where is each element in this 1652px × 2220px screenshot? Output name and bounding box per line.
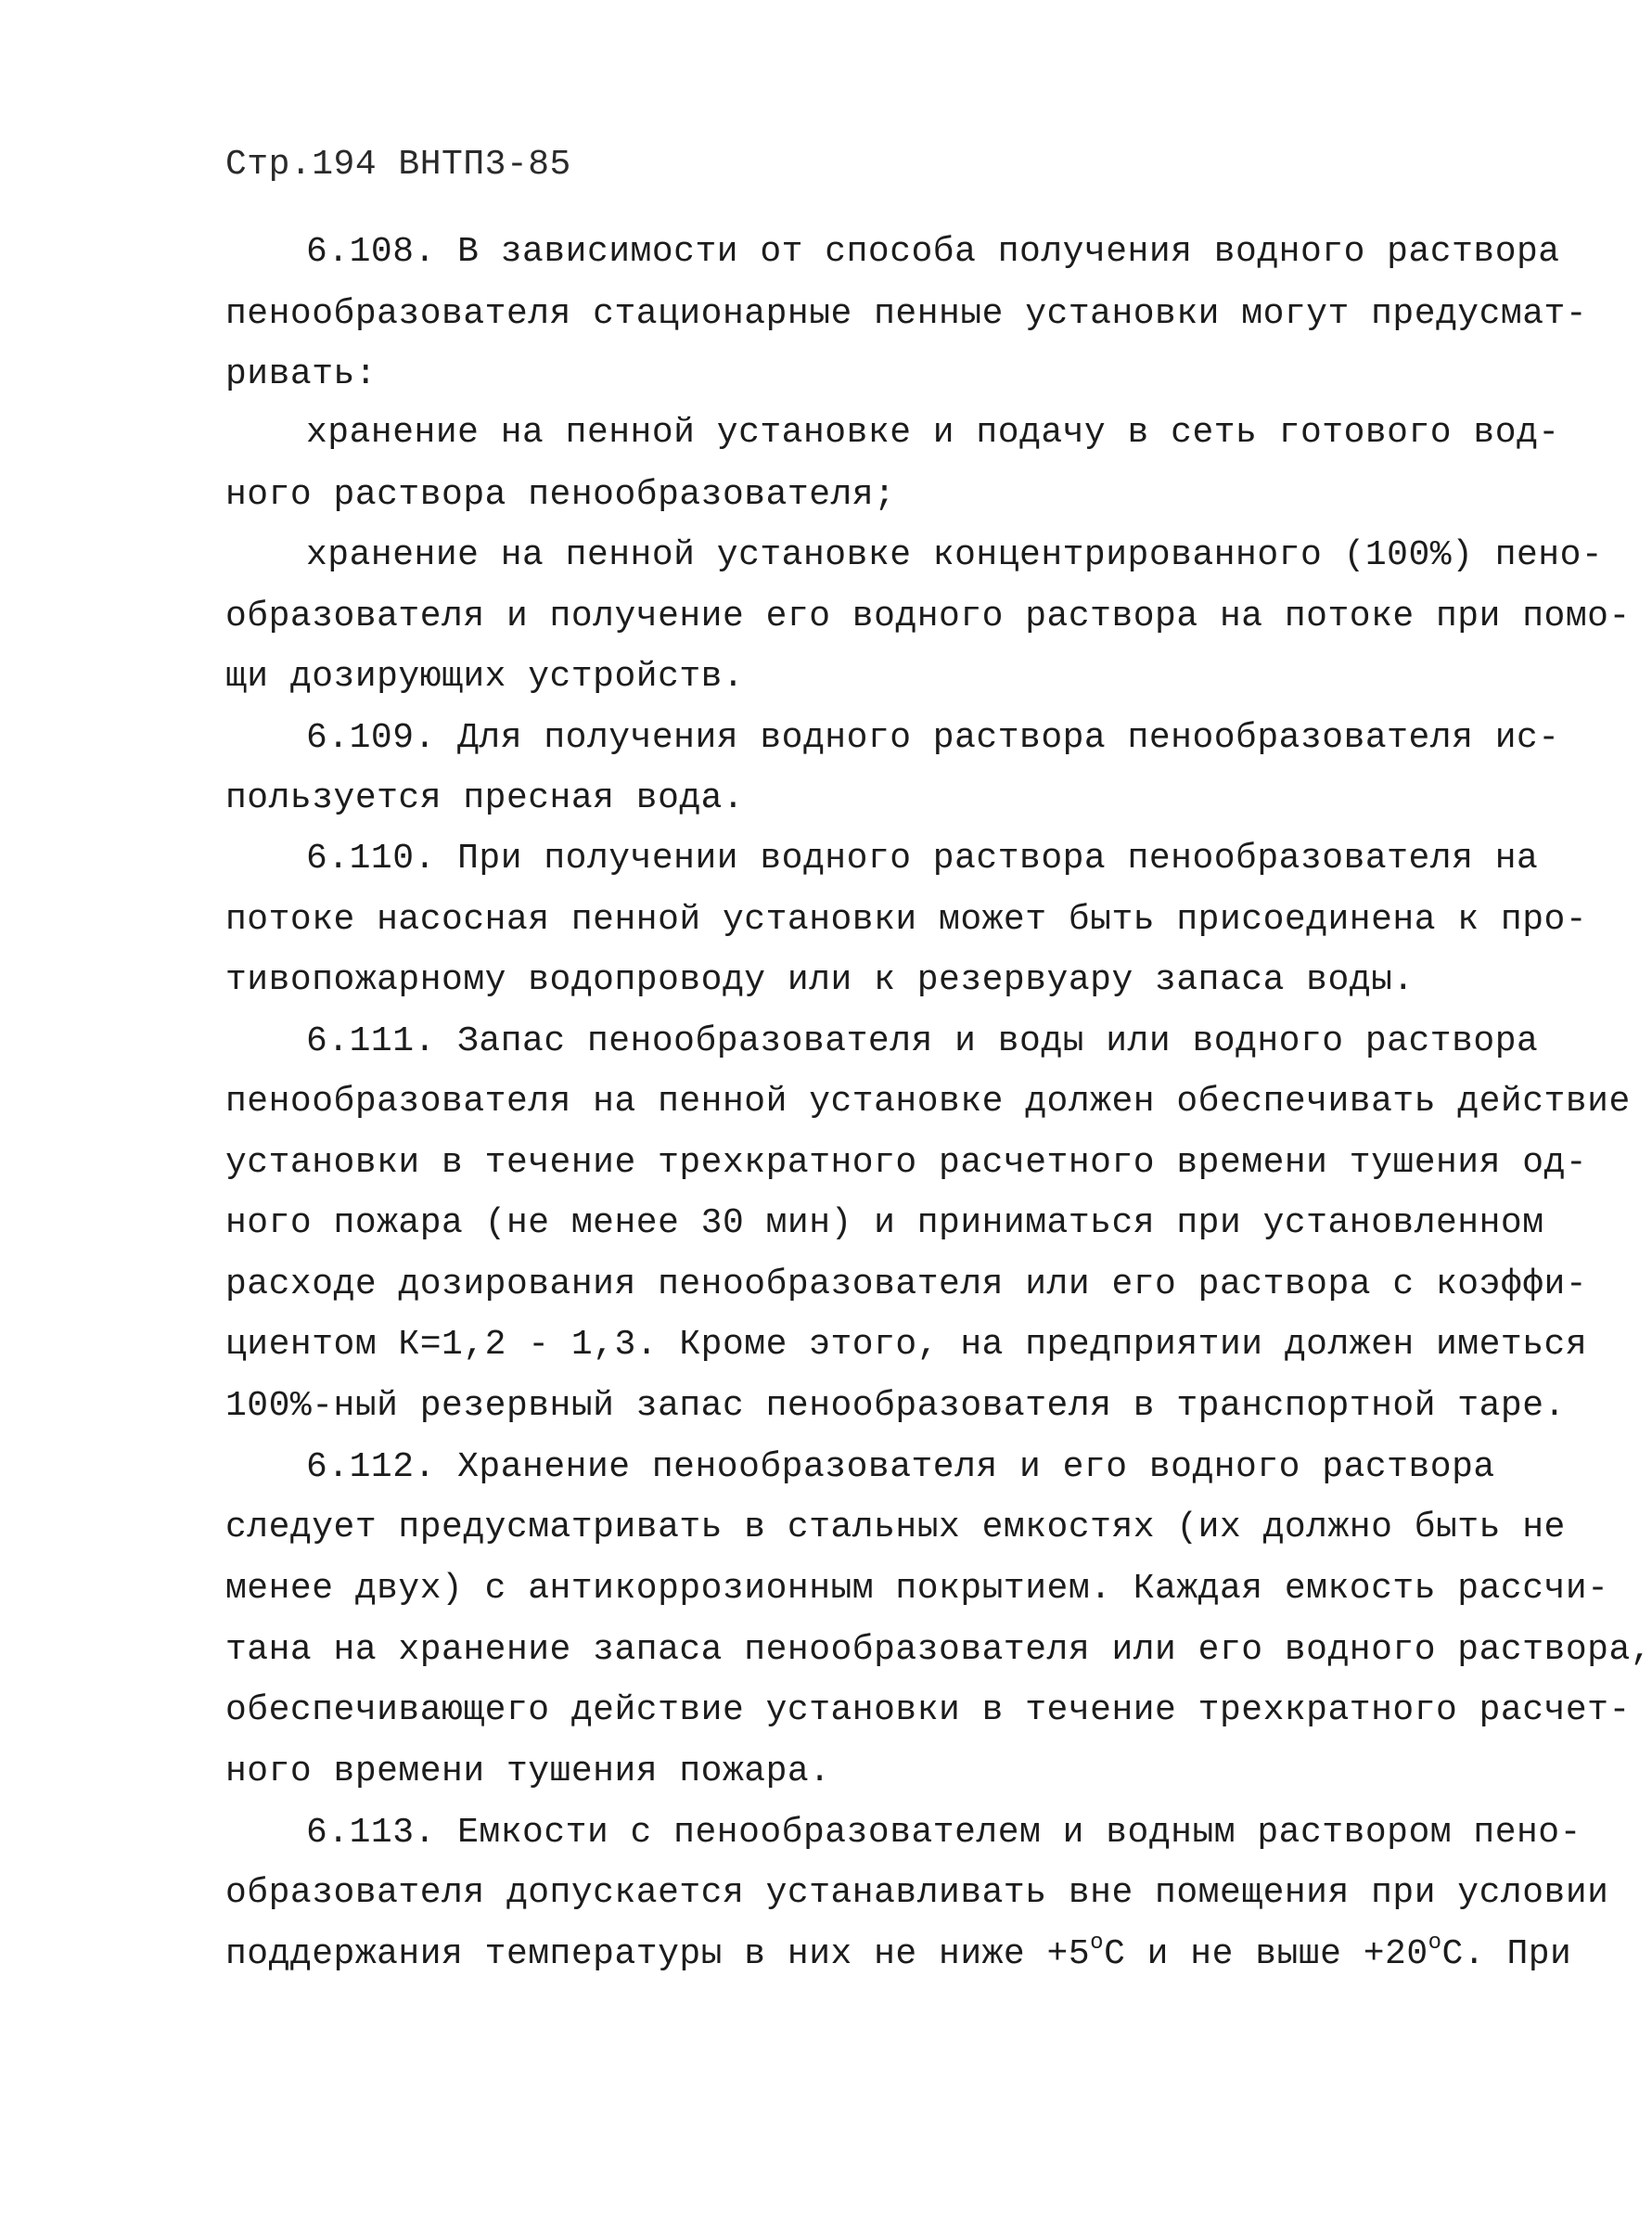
text-line: установки в течение трехкратного расчетного времени тушения од-: [225, 1143, 1588, 1183]
text-line: тивопожарному водопроводу или к резервуару запаса воды.: [225, 960, 1415, 1000]
page-header: Стр.194 ВНТП3-85: [225, 145, 571, 185]
text-line: хранение на пенной установке и подачу в сеть готового вод-: [306, 413, 1560, 453]
text-line: ного раствора пенообразователя;: [225, 475, 896, 515]
text-line: ривать:: [225, 354, 378, 394]
text-line: хранение на пенной установке концентрированного (100%) пено-: [306, 535, 1604, 575]
text-line: пенообразователя на пенной установке должен обеспечивать действие: [225, 1082, 1631, 1122]
text-line: следует предусматривать в стальных емкостях (их должно быть не: [225, 1508, 1566, 1547]
text-line: щи дозирующих устройств.: [225, 657, 745, 697]
text-line: тана на хранение запаса пенообразователя или его водного раствора,: [225, 1630, 1652, 1670]
text-line: 6.112. Хранение пенообразователя и его водного раствора: [306, 1447, 1495, 1487]
text-line: 6.109. Для получения водного раствора пенообразователя ис-: [306, 718, 1560, 758]
text-line: образователя и получение его водного раствора на потоке при помо-: [225, 597, 1631, 636]
text-line: 6.108. В зависимости от способа получения водного раствора: [306, 232, 1560, 272]
text-line: ного пожара (не менее 30 мин) и приниматься при установленном: [225, 1203, 1544, 1243]
text-line: обеспечивающего действие установки в течение трехкратного расчет-: [225, 1690, 1631, 1730]
text-line: циентом К=1,2 - 1,3. Кроме этого, на предприятии должен иметься: [225, 1325, 1588, 1365]
text-line: 6.113. Емкости с пенообразователем и водным раствором пено-: [306, 1813, 1582, 1853]
text-line: 6.111. Запас пенообразователя и воды или водного раствора: [306, 1021, 1539, 1061]
text-line: пенообразователя стационарные пенные установки могут предусмат-: [225, 294, 1588, 334]
text-line: расходе дозирования пенообразователя или его раствора с коэффи-: [225, 1264, 1588, 1304]
text-line: менее двух) с антикоррозионным покрытием. Каждая емкость рассчи-: [225, 1569, 1609, 1609]
text-line: потоке насосная пенной установки может быть присоединена к про-: [225, 900, 1588, 940]
text-line: пользуется пресная вода.: [225, 778, 745, 818]
text-fragment: поддержания температуры в них не ниже +5: [225, 1934, 1091, 1974]
text-line: 6.110. При получении водного раствора пенообразователя на: [306, 839, 1539, 879]
degree-sign: о: [1090, 1931, 1105, 1956]
text-fragment: С. При: [1441, 1934, 1572, 1974]
text-line: ного времени тушения пожара.: [225, 1752, 831, 1791]
text-fragment: С и не выше +20: [1104, 1934, 1428, 1974]
degree-sign: о: [1428, 1931, 1442, 1956]
text-line: образователя допускается устанавливать вне помещения при условии: [225, 1873, 1609, 1913]
text-line: 100%-ный резервный запас пенообразователя в транспортной таре.: [225, 1386, 1566, 1426]
text-line-with-temperatures: [225, 1931, 1571, 1979]
